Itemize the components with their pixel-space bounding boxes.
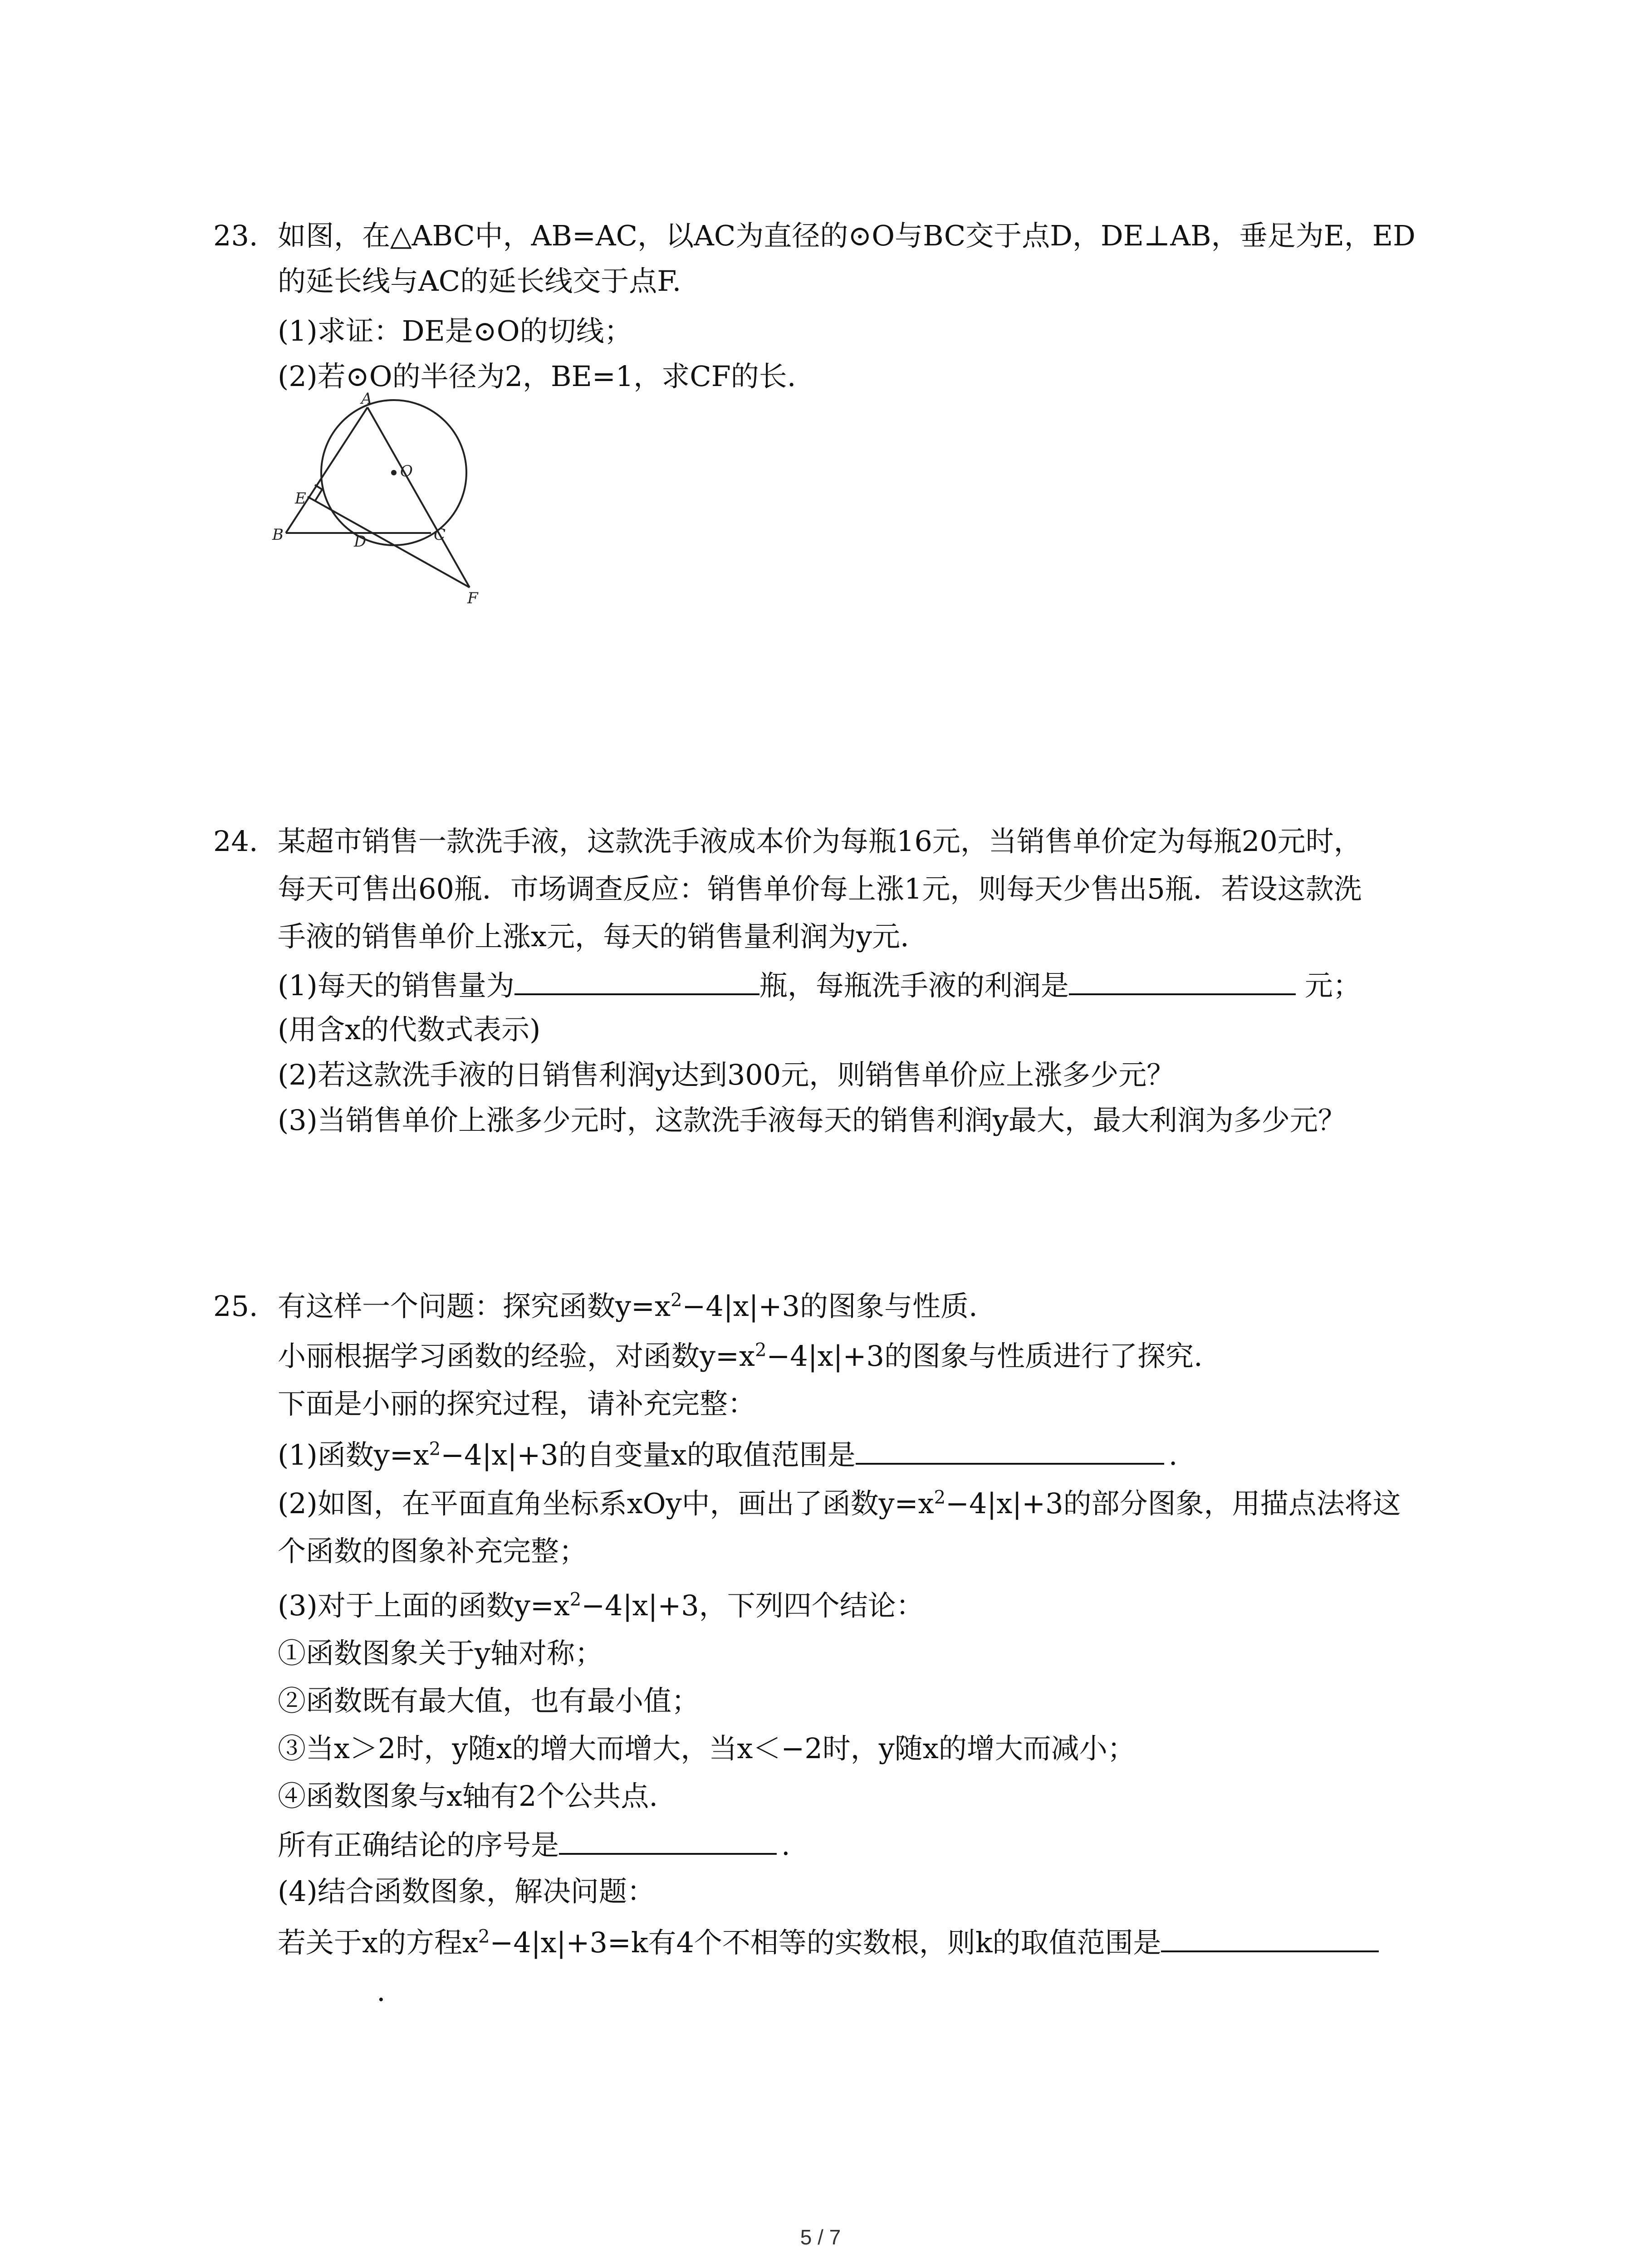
q25-part3-b: −4|x|+3，下列四个结论： bbox=[581, 1589, 924, 1622]
exponent: 2 bbox=[569, 1589, 582, 1610]
q25-part2-line2: 个函数的图象补充完整； bbox=[278, 1535, 588, 1568]
q25-correct-text: 所有正确结论的序号是 bbox=[278, 1828, 559, 1862]
q25-part2-b: −4|x|+3的部分图象，用描点法将这 bbox=[945, 1487, 1401, 1520]
q24-stem-line2: 每天可售出60瓶．市场调查反应：销售单价每上涨1元，则每天少售出5瓶．若设这款洗 bbox=[278, 872, 1362, 905]
q25-part4: (4)结合函数图象，解决问题： bbox=[278, 1875, 655, 1908]
q25-part1-end: . bbox=[1168, 1438, 1178, 1471]
q24-stem-line1: 某超市销售一款洗手液，这款洗手液成本价为每瓶16元，当销售单价定为每瓶20元时， bbox=[278, 825, 1362, 858]
exponent: 2 bbox=[429, 1438, 441, 1460]
q24-part3: (3)当销售单价上涨多少元时，这款洗手液每天的销售利润y最大，最大利润为多少元？ bbox=[278, 1104, 1346, 1137]
q25-stem-line2-b: −4|x|+3的图象与性质进行了探究. bbox=[766, 1339, 1203, 1373]
label-f: F bbox=[467, 589, 478, 607]
q24-part2: (2)若这款洗手液的日销售利润y达到300元，则销售单价应上涨多少元？ bbox=[278, 1058, 1175, 1091]
q23-part1: (1)求证：DE是⊙O的切线； bbox=[278, 314, 632, 347]
q25-conclusion-3: ③当x＞2时，y随x的增大而增大，当x＜−2时，y随x的增大而减小； bbox=[278, 1732, 1136, 1765]
q24-sales-volume-blank[interactable] bbox=[514, 966, 759, 995]
q25-correct-blank[interactable] bbox=[559, 1826, 777, 1855]
q25-part2-a: (2)如图，在平面直角坐标系xOy中，画出了函数y=x bbox=[278, 1487, 934, 1520]
q24-part1-note: (用含x的代数式表示) bbox=[278, 1013, 541, 1046]
segment-af bbox=[367, 407, 470, 587]
q25-k-range-blank[interactable] bbox=[1161, 1923, 1379, 1952]
q25-number: 25. bbox=[213, 1290, 258, 1323]
q24-stem-line3: 手液的销售单价上涨x元，每天的销售量利润为y元. bbox=[278, 920, 909, 953]
q25-stem-line3: 下面是小丽的探究过程，请补充完整： bbox=[278, 1387, 756, 1420]
q25-part4-question bbox=[278, 1923, 1379, 1961]
label-o: O bbox=[400, 462, 413, 480]
q23-stem-line1: 如图，在△ABC中，AB=AC，以AC为直径的⊙O与BC交于点D，DE⊥AB，垂足为E，ED bbox=[278, 219, 1416, 252]
q25-part1-b: −4|x|+3的自变量x的取值范围是 bbox=[441, 1438, 856, 1471]
q25-stem-line2 bbox=[278, 1338, 1203, 1374]
q24-number: 24. bbox=[213, 825, 258, 858]
q25-part4-end: . bbox=[377, 1975, 386, 2008]
q24-part1-text-a: (1)每天的销售量为 bbox=[278, 969, 514, 1002]
q25-part1-a: (1)函数y=x bbox=[278, 1438, 429, 1471]
q25-stem-line2-a: 小丽根据学习函数的经验，对函数y=x bbox=[278, 1339, 755, 1373]
exponent: 2 bbox=[670, 1290, 682, 1311]
exponent: 2 bbox=[934, 1487, 946, 1508]
q25-conclusion-2: ②函数既有最大值，也有最小值； bbox=[278, 1684, 700, 1717]
q24-part1 bbox=[278, 966, 1361, 1004]
exponent: 2 bbox=[478, 1926, 490, 1947]
label-d: D bbox=[354, 533, 367, 551]
q25-part1 bbox=[278, 1436, 1177, 1473]
label-e: E bbox=[295, 489, 306, 508]
label-b: B bbox=[272, 526, 284, 544]
center-point bbox=[391, 470, 397, 475]
q25-part4-b: −4|x|+3=k有4个不相等的实数根，则k的取值范围是 bbox=[490, 1926, 1161, 1959]
segment-ab bbox=[286, 407, 367, 533]
q25-correct-end: . bbox=[781, 1828, 790, 1862]
q25-part2 bbox=[278, 1486, 1401, 1522]
q23-part2: (2)若⊙O的半径为2，BE=1，求CF的长. bbox=[278, 360, 796, 393]
q23-number: 23. bbox=[213, 219, 258, 252]
exponent: 2 bbox=[754, 1339, 767, 1361]
q25-domain-blank[interactable] bbox=[856, 1436, 1164, 1465]
q25-part3 bbox=[278, 1588, 924, 1624]
q25-conclusion-1: ①函数图象关于y轴对称； bbox=[278, 1637, 603, 1670]
q24-part1-text-c: 元； bbox=[1304, 969, 1361, 1002]
q25-part4-a: 若关于x的方程x bbox=[278, 1926, 478, 1959]
q25-part3-a: (3)对于上面的函数y=x bbox=[278, 1589, 570, 1622]
q25-stem-line1 bbox=[278, 1288, 978, 1325]
q25-stem-line1-b: −4|x|+3的图象与性质. bbox=[682, 1290, 978, 1323]
q25-stem-line1-a: 有这样一个问题：探究函数y=x bbox=[278, 1290, 671, 1323]
label-a: A bbox=[361, 390, 372, 408]
label-c: C bbox=[434, 526, 446, 544]
q23-stem-line2: 的延长线与AC的延长线交于点F. bbox=[278, 264, 681, 298]
q23-geometry-figure bbox=[272, 390, 490, 608]
q24-profit-per-bottle-blank[interactable] bbox=[1069, 966, 1296, 995]
q25-correct-answers bbox=[278, 1826, 790, 1863]
q24-part1-text-b: 瓶，每瓶洗手液的利润是 bbox=[759, 969, 1069, 1002]
q25-conclusion-4: ④函数图象与x轴有2个公共点. bbox=[278, 1779, 658, 1813]
page-number: 5 / 7 bbox=[800, 2225, 841, 2249]
